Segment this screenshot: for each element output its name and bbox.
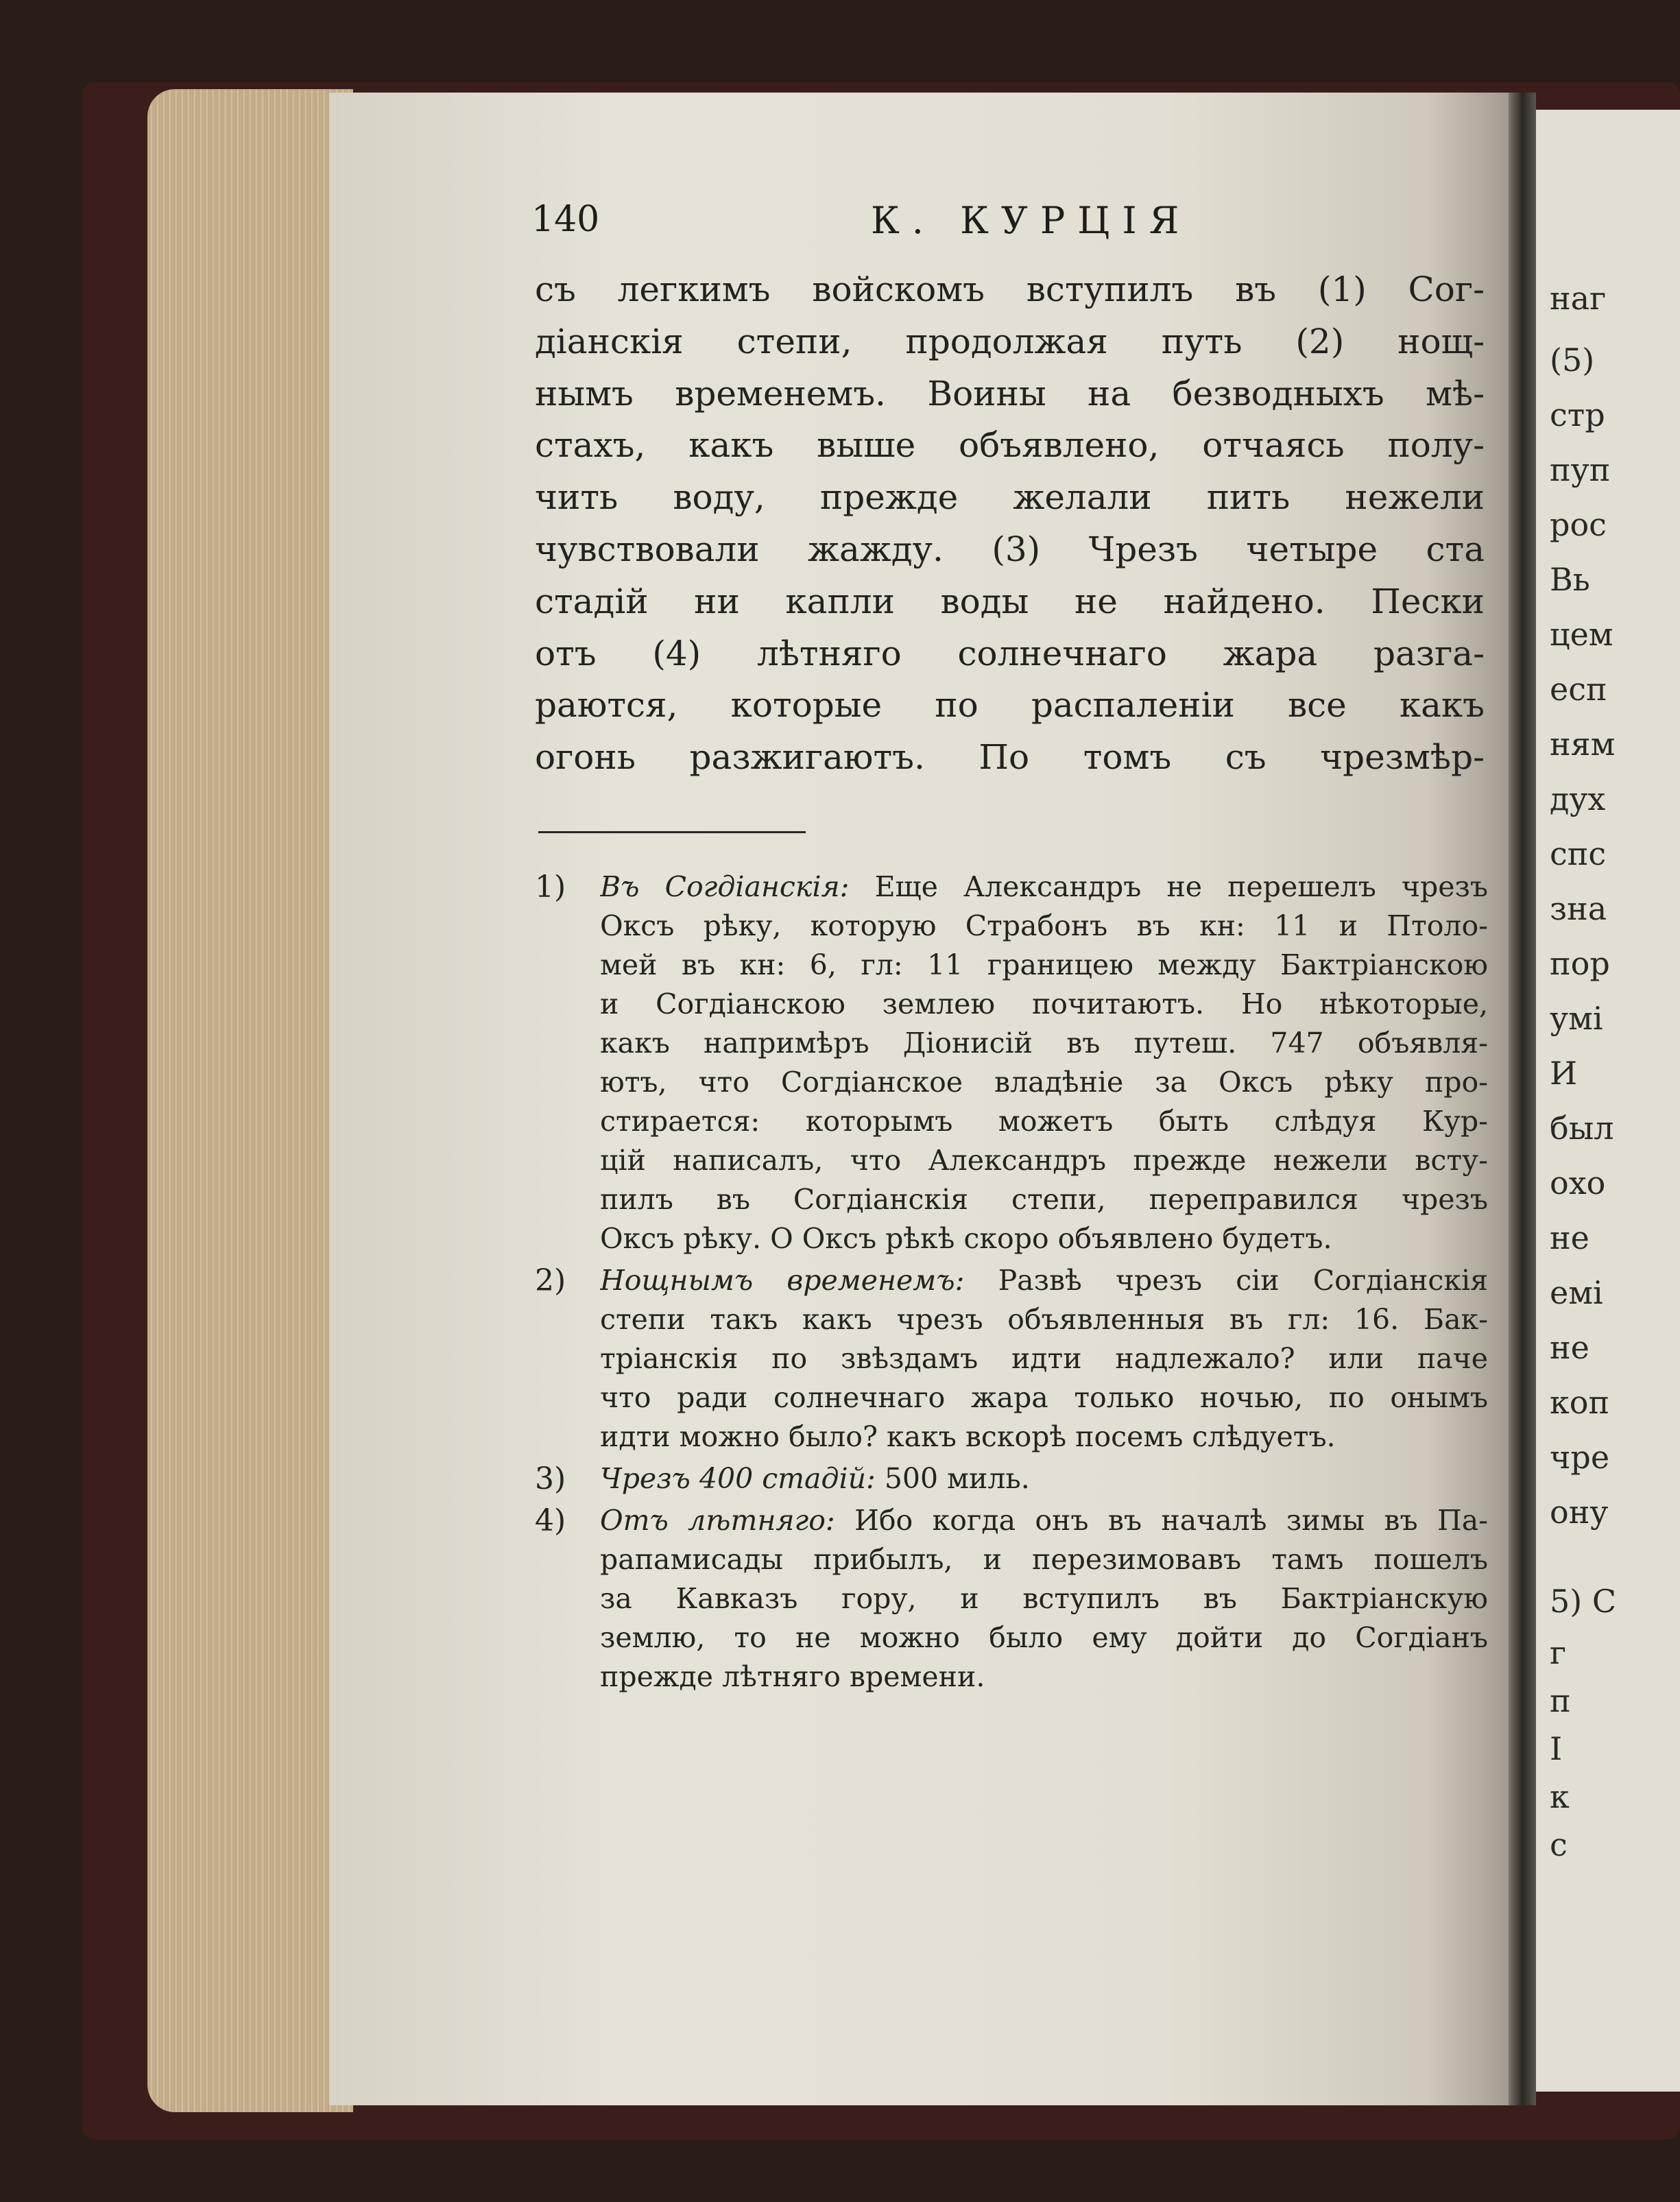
facing-page-fragment: с bbox=[1550, 1826, 1568, 1863]
footnote-lemma: Чрезъ 400 стадій: bbox=[600, 1462, 876, 1495]
facing-page-fragment: рос bbox=[1550, 506, 1607, 543]
text-line: чить воду, прежде желали пить нежели bbox=[535, 477, 1485, 518]
footnote-line: пилъ въ Согдіанскія степи, переправился чрезъ bbox=[600, 1183, 1488, 1216]
text-line: нымъ временемъ. Воины на безводныхъ мѣ- bbox=[535, 373, 1485, 414]
footnote-line: тріанскія по звѣздамъ идти надлежало? или паче bbox=[600, 1342, 1488, 1375]
footnote-lemma: Отъ лѣтняго: bbox=[600, 1504, 835, 1537]
facing-page-fragment: спс bbox=[1550, 835, 1607, 872]
text-line: стахъ, какъ выше объявлено, отчаясь полу- bbox=[535, 425, 1485, 466]
facing-page-fragment: наг bbox=[1550, 280, 1607, 317]
footnote-line bbox=[600, 1261, 1488, 1300]
facing-page-fragment: коп bbox=[1550, 1384, 1610, 1421]
text-line: съ легкимъ войскомъ вступилъ въ (1) Сог- bbox=[535, 270, 1485, 309]
facing-page-fragment: г bbox=[1550, 1634, 1567, 1671]
facing-page-fragment: Вь bbox=[1550, 561, 1590, 598]
footnote-line: что ради солнечнаго жара только ночью, по онымъ bbox=[600, 1381, 1488, 1414]
footnote-line: за Кавказъ гору, и вступилъ въ Бактріанскую bbox=[600, 1582, 1488, 1615]
facing-page-fragment: зна bbox=[1550, 890, 1607, 927]
footnote-line: рапамисады прибылъ, и перезимовавъ тамъ пошелъ bbox=[600, 1543, 1488, 1576]
facing-page-fragment: был bbox=[1550, 1110, 1614, 1147]
facing-page-fragment: охо bbox=[1550, 1164, 1606, 1201]
facing-page-fragment: І bbox=[1550, 1730, 1563, 1767]
footnote-lemma: Въ Согдіанскія: bbox=[600, 870, 850, 903]
footnote-line: мей въ кн: 6, гл: 11 границею между Бактріанскою bbox=[600, 948, 1488, 981]
footnote-marker: 4) bbox=[535, 1503, 566, 1538]
main-text bbox=[535, 264, 1485, 784]
facing-page-fragment: есп bbox=[1550, 671, 1607, 708]
facing-page-fragment: ону bbox=[1550, 1494, 1609, 1531]
footnote-text: Ибо когда онъ въ началѣ зимы въ Па- bbox=[835, 1504, 1488, 1537]
book-gutter bbox=[1509, 93, 1536, 2105]
facing-page-fragment: пор bbox=[1550, 945, 1610, 982]
text-line: чувствовали жажду. (3) Чрезъ четыре ста bbox=[535, 529, 1485, 569]
facing-page-fragment: не bbox=[1550, 1219, 1589, 1256]
footnote-text: Развѣ чрезъ сіи Согдіанскія bbox=[964, 1264, 1488, 1297]
footnote-line: цій написалъ, что Александръ прежде нежели всту- bbox=[600, 1144, 1488, 1177]
footnote-marker: 2) bbox=[535, 1263, 566, 1298]
facing-page-fragment: не bbox=[1550, 1329, 1589, 1366]
footnote-line: Оксъ рѣку, которую Страбонъ въ кн: 11 и Птоло- bbox=[600, 909, 1488, 942]
facing-page-fragment: (5) bbox=[1550, 342, 1595, 379]
footnote bbox=[535, 1501, 1488, 1697]
footnote-line: какъ напримѣръ Діонисій въ путеш. 747 объявля- bbox=[600, 1027, 1488, 1060]
text-line: отъ (4) лѣтняго солнечнаго жара разга- bbox=[535, 633, 1485, 673]
footnote-text: 500 миль. bbox=[875, 1462, 1030, 1495]
footnote-lemma: Нощнымъ временемъ: bbox=[600, 1264, 965, 1297]
text-line: діанскія степи, продолжая путь (2) нощ- bbox=[535, 321, 1485, 361]
page-edges bbox=[147, 89, 353, 2112]
text-line: стадій ни капли воды не найдено. Пески bbox=[535, 581, 1485, 621]
footnote-marker: 3) bbox=[535, 1461, 566, 1496]
footnote bbox=[535, 1459, 1488, 1498]
text-line: огонь разжигаютъ. По томъ съ чрезмѣр- bbox=[535, 737, 1485, 778]
footnote-line: землю, то не можно было ему дойти до Согдіанъ bbox=[600, 1621, 1488, 1654]
facing-page-fragment: цем bbox=[1550, 616, 1613, 653]
footnote-line: ютъ, что Согдіанское владѣніе за Оксъ рѣку про- bbox=[600, 1066, 1488, 1099]
facing-page-fragment: п bbox=[1550, 1682, 1571, 1719]
facing-page-fragment: чре bbox=[1550, 1439, 1610, 1476]
footnote-text: Еще Александръ не перешелъ чрезъ bbox=[849, 870, 1488, 903]
facing-page-fragment: ням bbox=[1550, 726, 1616, 763]
footnote-line: степи такъ какъ чрезъ объявленныя въ гл: 16. Бак- bbox=[600, 1303, 1488, 1336]
footnote-line bbox=[600, 1459, 1488, 1498]
text-line: раются, которые по распаленіи все какъ bbox=[535, 685, 1485, 726]
footnote-line bbox=[600, 867, 1488, 907]
facing-page-fragment: дух bbox=[1550, 780, 1606, 817]
footnote-line: стирается: которымъ можетъ быть слѣдуя Кур- bbox=[600, 1105, 1488, 1138]
footnote-line: прежде лѣтняго времени. bbox=[600, 1660, 985, 1693]
footnote bbox=[535, 1261, 1488, 1457]
footnote-line: Оксъ рѣку. О Оксъ рѣкѣ скоро объявлено будетъ. bbox=[600, 1222, 1332, 1255]
facing-page-fragment: 5) С bbox=[1550, 1583, 1617, 1620]
footnote-marker: 1) bbox=[535, 870, 566, 905]
running-title: К. КУРЦІЯ bbox=[871, 199, 1192, 242]
facing-page-fragment: емі bbox=[1550, 1274, 1603, 1311]
footnote-line: и Согдіанскою землею почитаютъ. Но нѣкоторые, bbox=[600, 988, 1488, 1020]
footnote-rule bbox=[538, 831, 806, 833]
footnote bbox=[535, 867, 1488, 1258]
facing-page-fragment: умі bbox=[1550, 1000, 1603, 1037]
page-number: 140 bbox=[531, 199, 600, 240]
footnote-line: идти можно было? какъ вскорѣ посемъ слѣдуетъ. bbox=[600, 1420, 1336, 1453]
page-header bbox=[531, 199, 1485, 254]
facing-page-fragment: стр bbox=[1550, 396, 1605, 433]
facing-page-fragment: И bbox=[1550, 1055, 1578, 1092]
footnote-line bbox=[600, 1501, 1488, 1540]
facing-page-fragment: к bbox=[1550, 1778, 1570, 1815]
footnotes bbox=[535, 867, 1488, 1699]
facing-page-fragment: пуп bbox=[1550, 451, 1611, 488]
